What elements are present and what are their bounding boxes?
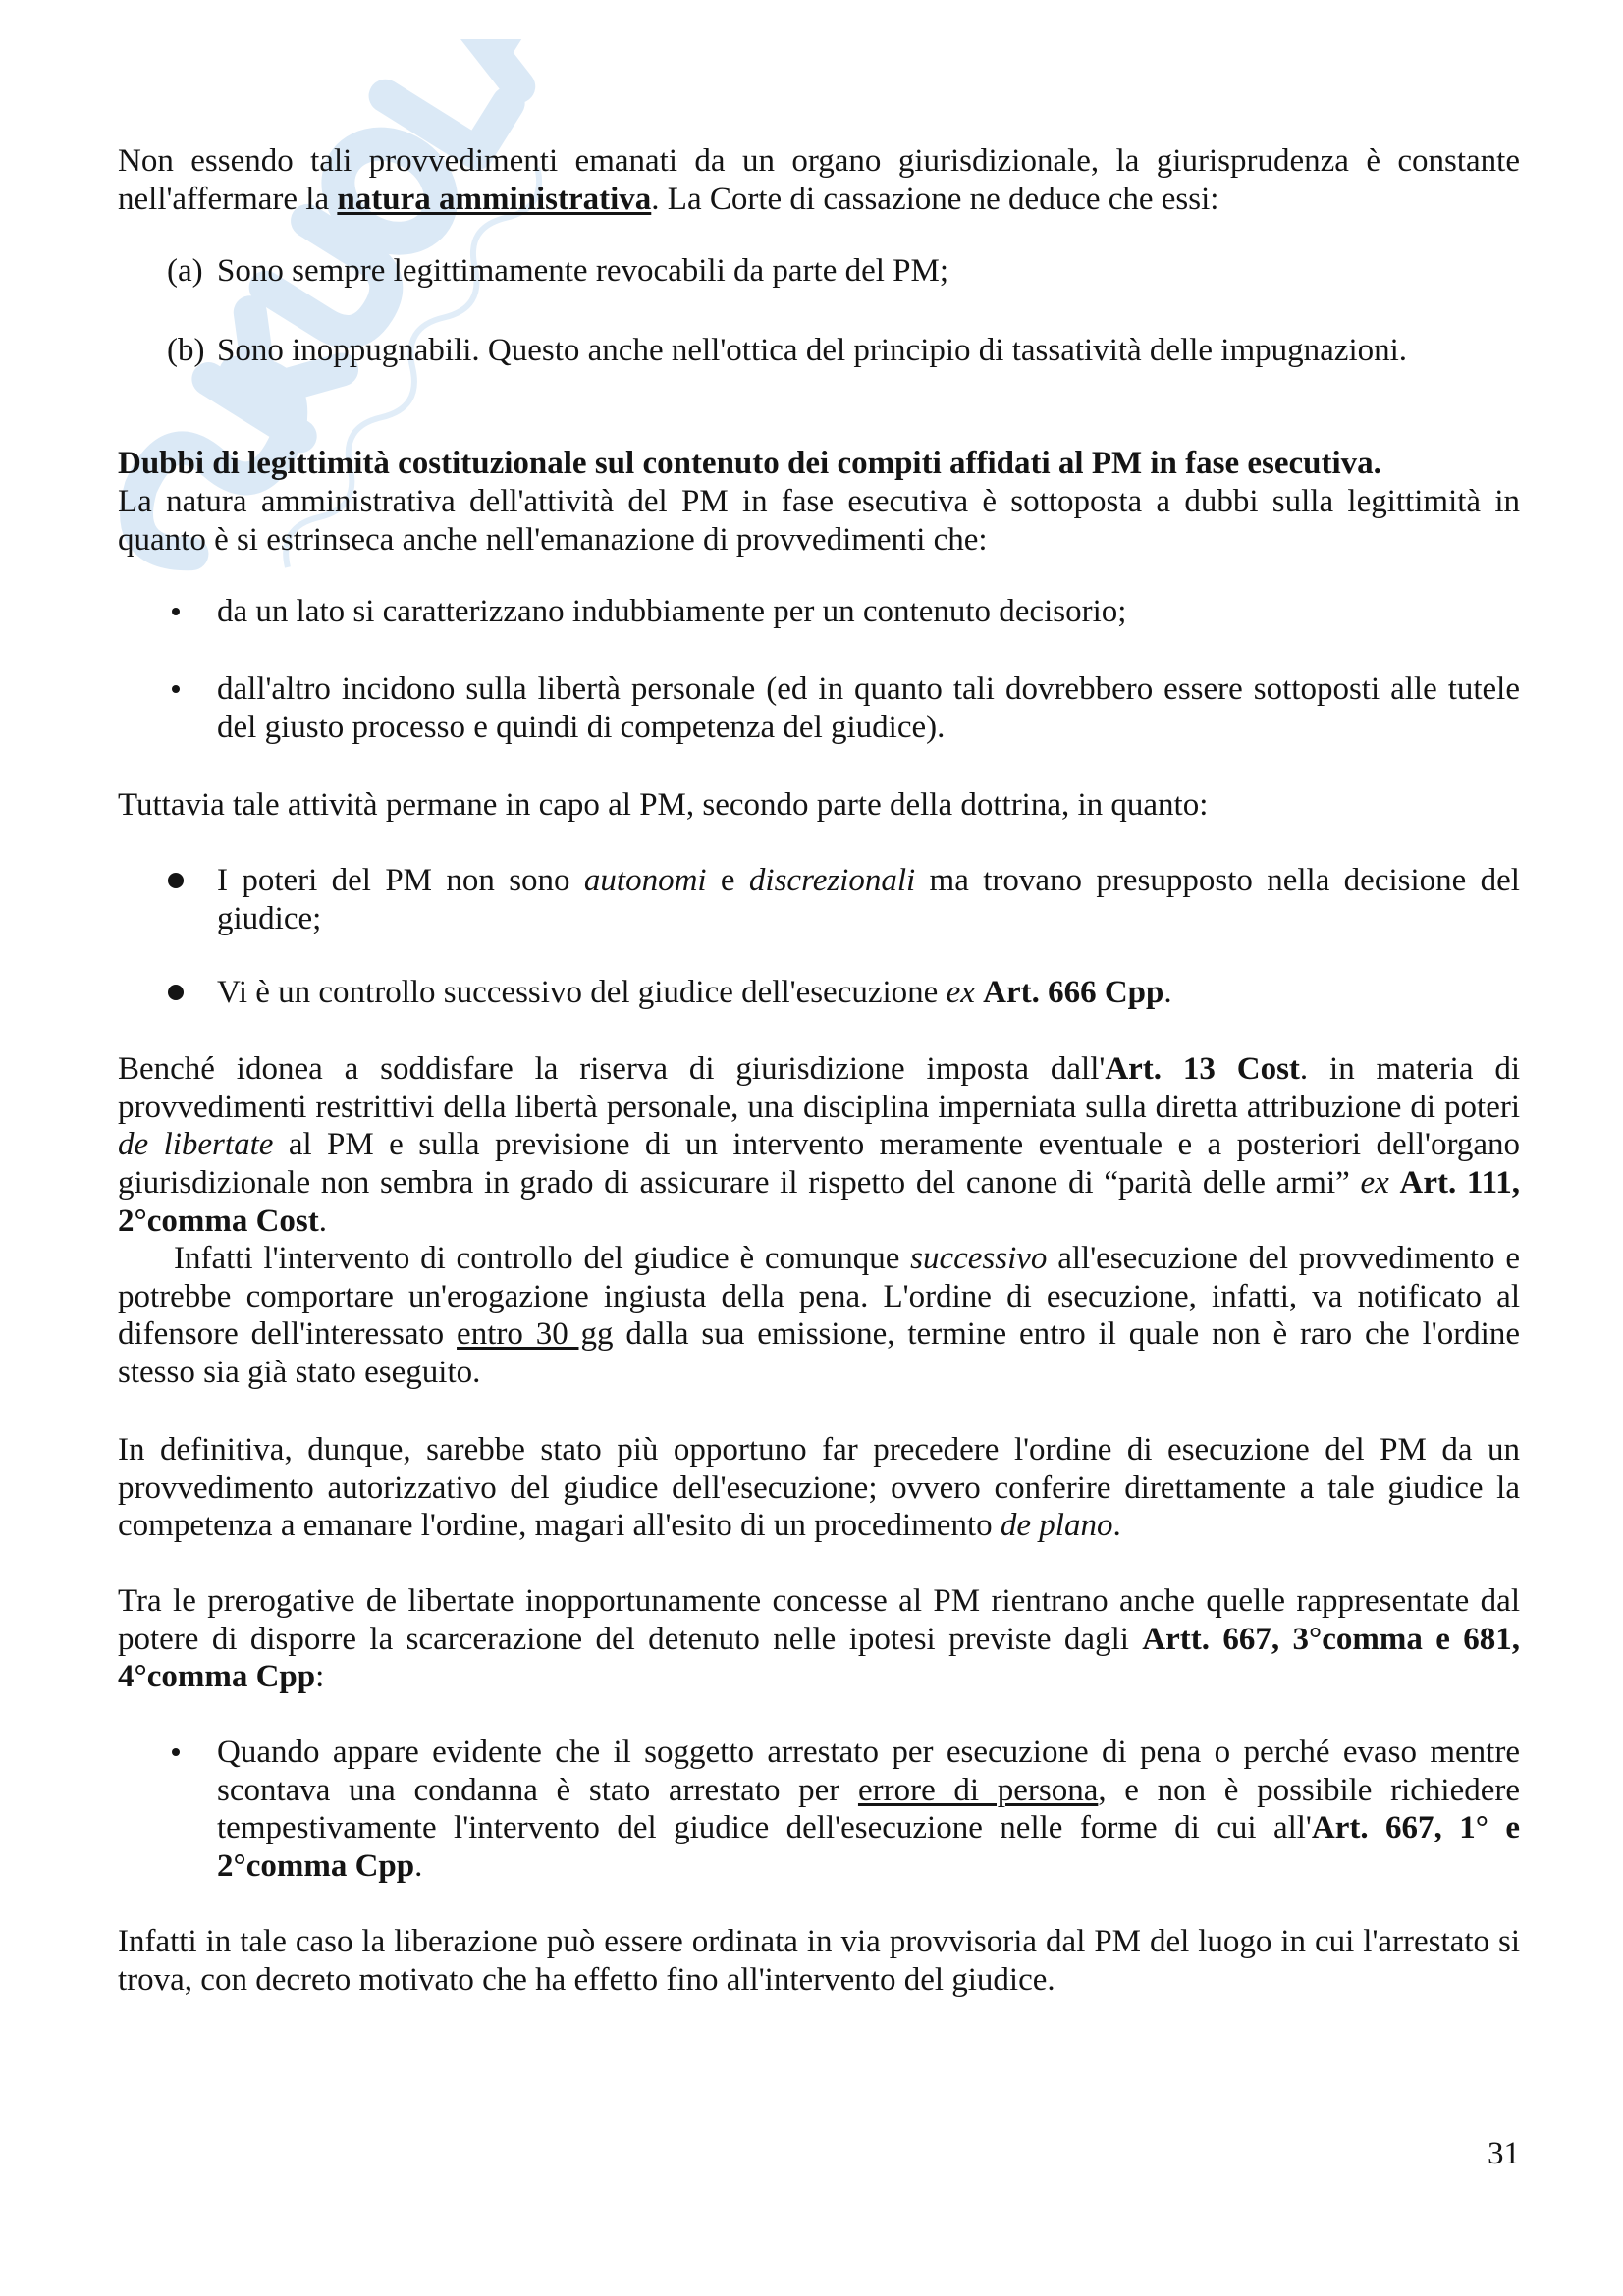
bold-text-run: natura amministrativa: [337, 181, 652, 217]
bullet-item: [0, 862, 1623, 936]
text-run: .: [414, 1848, 423, 1885]
list-item-text: [217, 332, 1520, 370]
text-run: Infatti in tale caso la liberazione può essere ordinata in via provvisoria dal PM del luogo in cui l'arrestato si trova, con decreto motivato che ha effetto fino all'intervento del giudice.: [118, 1924, 1520, 1998]
text-run: I poteri del PM non sono: [217, 863, 584, 898]
text-run: Infatti l'intervento di controllo del giudice è comunque: [174, 1241, 911, 1276]
list-item-text: [217, 252, 1520, 291]
bullet-icon: [172, 608, 180, 615]
italic-text-run: de libertate: [118, 1127, 274, 1163]
list-item-b: [0, 332, 1623, 371]
bullet-item-text: [217, 1734, 1520, 1886]
text-run: ma trovano presupposto nella decisione del giudice;: [217, 863, 1520, 936]
text-run: . La Corte di cassazione ne deduce che essi:: [651, 181, 1219, 217]
text-run: dalla sua emissione, termine entro il quale non è raro che l'ordine stesso sia già stato eseguito.: [118, 1316, 1521, 1391]
bullet-item-text: [217, 862, 1520, 937]
text-run: e: [706, 863, 749, 898]
text-run: da un lato si caratterizzano indubbiamente per un contenuto decisorio;: [217, 594, 1127, 629]
bullet-item: [0, 670, 1623, 745]
text-run: La natura amministrativa dell'attività del PM in fase esecutiva è sottoposta a dubbi sulla legittimità in quanto è si estrinseca anche nell'emanazione di provvedimenti che:: [118, 484, 1520, 558]
underlined-text-run: errore di persona: [857, 1772, 1099, 1808]
bullet-item: [0, 593, 1623, 632]
bullet-item: [0, 974, 1623, 1013]
text-run: Vi è un controllo successivo del giudice dell'esecuzione: [217, 975, 947, 1010]
bullet-item-text: [217, 670, 1520, 746]
italic-text-run: de plano: [1000, 1508, 1113, 1544]
text-run: , e non è possibile richiedere tempestivamente l'intervento del giudice dell'esecuzione nelle forme di cui all': [217, 1772, 1520, 1846]
text-run: .: [1112, 1508, 1121, 1544]
bold-text-run: Art. 111, 2°comma Cost: [118, 1165, 1521, 1239]
paragraph-benche-idonea: [118, 1050, 1520, 1241]
bullet-icon: [168, 985, 184, 1000]
text-run: In definitiva, dunque, sarebbe stato più opportuno far precedere l'ordine di esecuzione del PM da un provvedimento autorizzativo del giudice dell'esecuzione; ovvero conferire direttamente a tale giudice la competenza a emanare l'ordine, magari all'esito di un procedimento: [118, 1432, 1520, 1544]
paragraph-in-definitiva: [118, 1431, 1520, 1545]
bullet-item: [0, 1734, 1623, 1885]
italic-text-run: autonomi: [583, 863, 707, 898]
bold-text-run: Art. 666 Cpp: [983, 975, 1164, 1010]
text-run: Benché idonea a soddisfare la riserva di giurisdizione imposta dall': [118, 1051, 1106, 1087]
text-run: Sono sempre legittimamente revocabili da parte del PM;: [217, 253, 949, 289]
paragraph-liberazione: [118, 1923, 1520, 1999]
text-run: [1389, 1165, 1400, 1201]
bold-text-run: Artt. 667, 3°comma e 681, 4°comma Cpp: [118, 1621, 1520, 1695]
text-run: all'esecuzione del provvedimento e potrebbe comportare un'erogazione ingiusta della pena. L'ordine di esecuzione, infatti, va notificato al difensore dell'interessato: [118, 1241, 1520, 1353]
list-label-a: (a): [167, 253, 203, 289]
underlined-text-run: entro 30 gg: [457, 1316, 614, 1353]
text-run: al PM e sulla previsione di un intervento meramente eventuale e a posteriori dell'organo giurisdizionale non sembra in grado di assicurare il rispetto del canone di “parità delle armi”: [118, 1127, 1520, 1201]
text-run: . in materia di provvedimenti restrittivi della libertà personale, una disciplina imperniata sulla diretta attribuzione di poteri: [118, 1051, 1520, 1125]
section-heading: Dubbi di legittimità costituzionale sul contenuto dei compiti affidati al PM in fase esecutiva.: [118, 446, 1381, 481]
text-run: Sono inoppugnabili. Questo anche nell'ottica del principio di tassatività delle impugnazioni.: [217, 333, 1408, 368]
page-number: 31: [1488, 2136, 1520, 2171]
text-run: .: [318, 1202, 327, 1239]
text-run: Quando appare evidente che il soggetto arrestato per esecuzione di pena o perché evaso mentre scontava una condanna è stato arrestato per: [217, 1735, 1520, 1808]
bullet-item-text: [217, 593, 1520, 631]
bullet-icon: [172, 685, 180, 693]
text-run: Tuttavia tale attività permane in capo al PM, secondo parte della dottrina, in quanto:: [118, 787, 1209, 823]
bullet-item-text: [217, 974, 1520, 1012]
italic-text-run: ex: [1360, 1165, 1389, 1201]
paragraph-tuttavia: [118, 786, 1520, 825]
text-run: .: [1163, 975, 1172, 1010]
bullet-icon: [168, 873, 184, 888]
text-run: Tra le prerogative de libertate inopportunamente concesse al PM rientrano anche quelle rappresentate dal potere di disporre la scarcerazione del detenuto nelle ipotesi previste dagli: [118, 1583, 1520, 1657]
paragraph-natura-dubbi: [118, 483, 1520, 559]
bullet-icon: [172, 1748, 180, 1756]
italic-text-run: successivo: [910, 1241, 1048, 1276]
text-run: dall'altro incidono sulla libertà personale (ed in quanto tali dovrebbero essere sottoposti alle tutele del giusto processo e quindi di competenza del giudice).: [217, 671, 1520, 745]
list-item-a: [0, 252, 1623, 292]
bold-text-run: Art. 13 Cost: [1105, 1051, 1300, 1087]
text-run: Non essendo tali provvedimenti emanati da un organo giurisdizionale, la giurisprudenza è constante nell'affermare la: [118, 143, 1520, 217]
italic-text-run: discrezionali: [748, 863, 916, 898]
text-run: :: [315, 1659, 325, 1695]
italic-text-run: ex: [946, 975, 975, 1010]
bold-text-run: Art. 667, 1° e 2°comma Cpp: [217, 1810, 1521, 1885]
paragraph-natura-amministrativa: [118, 142, 1520, 218]
text-run: [975, 975, 983, 1010]
list-label-b: (b): [167, 333, 205, 368]
paragraph-prerogative: [118, 1582, 1520, 1696]
paragraph-infatti-intervento: [118, 1240, 1520, 1392]
